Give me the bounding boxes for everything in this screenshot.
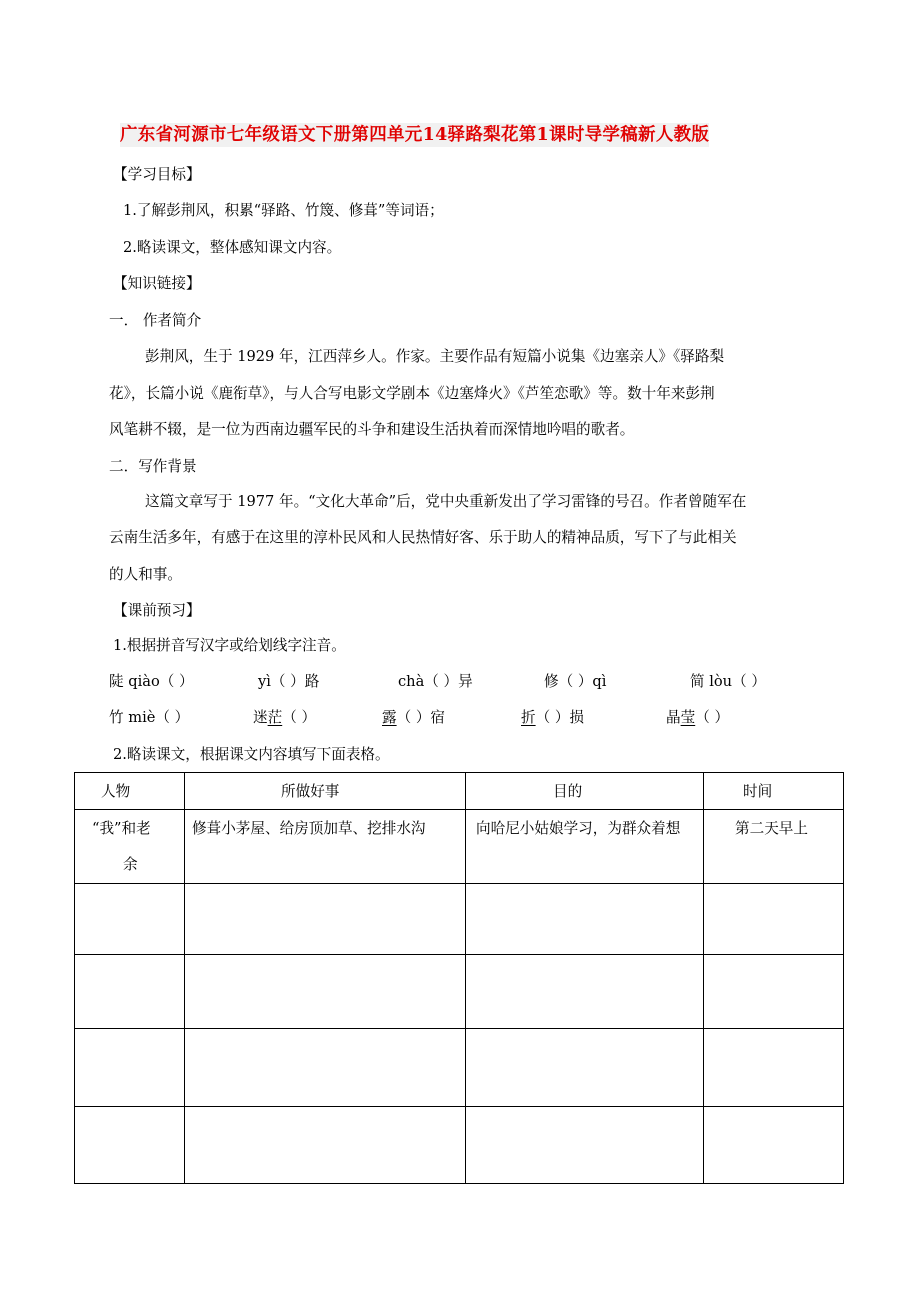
background-paragraph-line-1: 这篇文章写于 1977 年。“文化大革命”后，党中央重新发出了学习雷锋的号召。作者曾随军在 [145,493,747,510]
table-header-time: 时间 [743,783,773,800]
background-paragraph-line-3: 的人和事。 [109,566,182,583]
pinyin-item-yi: yì（ ）路 [258,673,320,690]
background-heading: 二．写作背景 [109,458,197,475]
char-mi: 迷 [253,709,268,726]
table-cell-person-line-2: 余 [123,856,138,873]
table-header-deed: 所做好事 [281,783,340,800]
knowledge-heading: 【知识链接】 [113,275,201,292]
author-paragraph-line-1: 彭荆风，生于 1929 年，江西萍乡人。作家。主要作品有短篇小说集《边塞亲人》《驿路梨 [145,348,725,365]
blank-zhe: （ ）损 [535,709,585,726]
table-cell-person-line-1: “我”和老 [92,820,151,837]
table-divider [75,883,843,884]
author-heading: 一． 作者简介 [109,312,202,329]
underlined-char-lu: 露 [382,709,397,726]
preview-heading: 【课前预习】 [113,602,201,619]
annotate-item-mang [253,708,316,728]
background-paragraph-line-2: 云南生活多年，有感于在这里的淳朴民风和人民热情好客、乐于助人的精神品质，写下了与此相关 [109,529,737,546]
blank-lu: （ ）宿 [396,709,446,726]
good-deeds-table [74,772,844,1184]
pinyin-item-qi: 修（ ）qì [544,673,607,690]
table-cell-purpose: 向哈尼小姑娘学习，为群众着想 [476,820,681,837]
author-paragraph-line-3: 风笔耕不辍，是一位为西南边疆军民的斗争和建设生活执着而深情地吟唱的歌者。 [109,421,635,438]
goals-heading: 【学习目标】 [113,166,201,183]
table-divider [75,1028,843,1029]
goal-item-1: 1.了解彭荆风，积累“驿路、竹篾、修葺”等词语； [123,202,444,219]
blank-mang: （ ） [282,709,317,726]
table-divider [703,773,704,1183]
task-1: 1.根据拼音写汉字或给划线字注音。 [113,637,346,654]
pinyin-item-cha: chà（ ）异 [398,673,473,690]
annotate-item-ying [666,708,729,728]
table-header-purpose: 目的 [553,783,583,800]
document-title: 广东省河源市七年级语文下册第四单元14驿路梨花第1课时导学稿新人教版 [120,125,710,145]
table-divider [465,773,466,1183]
table-divider [75,1106,843,1107]
annotate-item-lu [382,708,445,728]
table-divider [75,954,843,955]
author-paragraph-line-2: 花》，长篇小说《鹿衔草》，与人合写电影文学剧本《边塞烽火》《芦笙恋歌》等。数十年来彭荆 [109,385,715,402]
underlined-char-mang: 茫 [267,709,283,726]
table-divider [184,773,185,1183]
table-cell-deed: 修葺小茅屋、给房顶加草、挖排水沟 [192,820,426,837]
underlined-char-ying: 莹 [680,709,696,726]
table-cell-time: 第二天早上 [735,820,808,837]
table-divider [75,809,843,810]
pinyin-item-mie: 竹 miè（ ） [109,709,190,726]
pinyin-item-qiao: 陡 qiào（ ） [109,673,194,690]
table-header-person: 人物 [101,783,131,800]
task-2: 2.略读课文，根据课文内容填写下面表格。 [113,746,390,763]
pinyin-item-lou: 简 lòu（ ） [690,673,766,690]
goal-item-2: 2.略读课文，整体感知课文内容。 [123,239,342,256]
char-jing: 晶 [666,709,681,726]
blank-ying: （ ） [695,709,730,726]
annotate-item-zhe [521,708,584,728]
underlined-char-zhe: 折 [521,709,536,726]
